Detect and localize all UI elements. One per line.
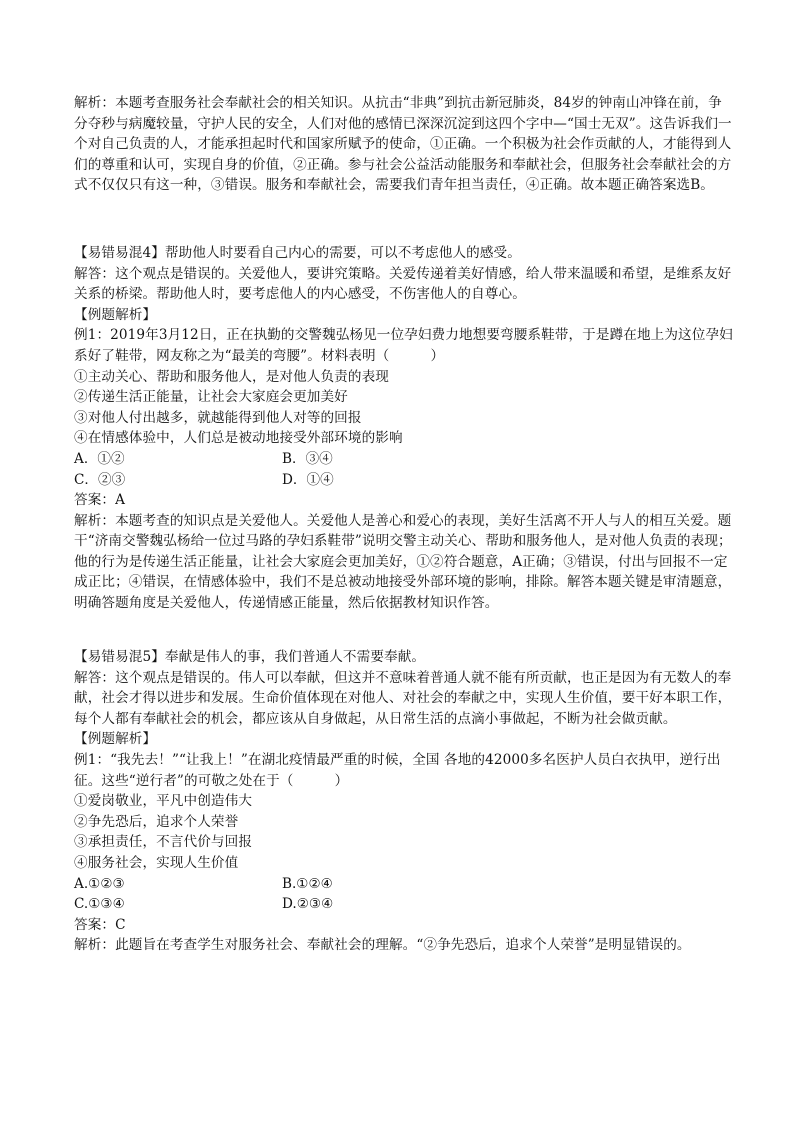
option-b: B．③④ xyxy=(282,450,333,467)
error-item-heading: 【易错易混4】帮助他人时要看自己内心的需要，可以不考虑他人的感受。 xyxy=(74,245,521,261)
statement-item: ④在情感体验中，人们总是被动地接受外部环境的影响 xyxy=(74,430,403,447)
error-item-4 xyxy=(74,243,734,614)
option-d: D.②③④ xyxy=(282,896,334,913)
statement-item: ①主动关心、帮助和服务他人，是对他人负责的表现 xyxy=(74,368,389,385)
statement-item: ④服务社会，实现人生价值 xyxy=(74,854,239,871)
analysis-text: 解析：本题考查服务社会奉献社会的相关知识。从抗击“非典”到抗击新冠肺炎，84岁的钟南山冲锋在前，争分夺秒与病魔较量，守护人民的安全，人们对他的感情已深深沉淀到这四个字中—“国士无双”。这告诉我们一个对自己负责的人，才能承担起时代和国家所赋予的使命，①正确。一个积极为社会作贡献的人，才能得到人们的尊重和认可，实现自身的价值，②正确。参与社会公益活动能服务和奉献社会，但服务社会奉献社会的方式不仅仅只有这一种，③错误。服务和奉献社会，需要我们青年担当责任，④正确。故本题正确答案选B。 xyxy=(74,95,732,194)
example-title: 【例题解析】 xyxy=(74,306,157,323)
option-c: C.①③④ xyxy=(74,896,125,913)
answer-text: 解答：这个观点是错误的。关爱他人，要讲究策略。关爱传递着美好情感，给人带来温暖和希望，是维系友好关系的桥梁。帮助他人时，要考虑他人的内心感受，不伤害他人的自尊心。 xyxy=(74,265,732,303)
analysis-text: 解析：此题旨在考查学生对服务社会、奉献社会的理解。“②争先恐后，追求个人荣誉”是明显错误的。 xyxy=(74,937,691,954)
option-a: A．①② xyxy=(74,450,125,467)
answer-options xyxy=(74,449,734,490)
example-title: 【例题解析】 xyxy=(74,731,157,748)
error-item-heading: 【易错易混5】奉献是伟人的事，我们普通人不需要奉献。 xyxy=(74,649,426,665)
answer-text: 解答：这个观点是错误的。伟人可以奉献，但这并不意味着普通人就不能有所贡献，也正是因为有无数人的奉献，社会才得以进步和发展。生命价值体现在对他人、对社会的奉献之中，实现人生价值，要干好本职工作，每个人都有奉献社会的机会，都应该从自身做起，从日常生活的点滴小事做起，不断为社会做贡献。 xyxy=(74,669,732,727)
question-text: 例1：2019年3月12日，正在执勤的交警魏弘杨见一位孕妇费力地想要弯腰系鞋带，于是蹲在地上为这位孕妇系好了鞋带，网友称之为“最美的弯腰”。材料表明（ ） xyxy=(74,327,733,364)
answer-key: 答案：C xyxy=(74,916,126,933)
option-a: A.①②③ xyxy=(74,875,125,892)
statement-item: ③对他人付出越多，就越能得到他人对等的回报 xyxy=(74,409,362,426)
error-item-5 xyxy=(74,647,734,956)
statement-item: ②传递生活正能量，让社会大家庭会更加美好 xyxy=(74,389,348,406)
analysis-block-1 xyxy=(74,93,734,196)
option-c: C．②③ xyxy=(74,471,126,488)
analysis-text: 解析：本题考查的知识点是关爱他人。关爱他人是善心和爱心的表现，美好生活离不开人与人的相互关爱。题干“济南交警魏弘杨给一位过马路的孕妇系鞋带”说明交警主动关心、帮助和服务他人，是对他人负责的表现；他的行为是传递生活正能量，让社会大家庭会更加美好，①②符合题意，A正确；③错误，付出与回报不一定成正比；④错误，在情感体验中，我们不是总被动地接受外部环境的影响，排除。解答本题关键是审清题意，明确答题角度是关爱他人，传递情感正能量，然后依据教材知识作答。 xyxy=(74,512,732,611)
statement-item: ③承担责任，不言代价与回报 xyxy=(74,834,253,851)
question-text: 例1：“我先去！”“让我上！”在湖北疫情最严重的时候，全国 各地的42000多名医护人员白衣执甲，逆行出征。这些“逆行者”的可敬之处在于（ ） xyxy=(74,751,721,789)
option-d: D．①④ xyxy=(282,471,334,488)
statement-item: ②争先恐后，追求个人荣誉 xyxy=(74,813,239,830)
option-b: B.①②④ xyxy=(282,875,333,892)
answer-options xyxy=(74,874,734,915)
answer-key: 答案：A xyxy=(74,491,125,508)
statement-item: ①爱岗敬业，平凡中创造伟大 xyxy=(74,793,253,810)
